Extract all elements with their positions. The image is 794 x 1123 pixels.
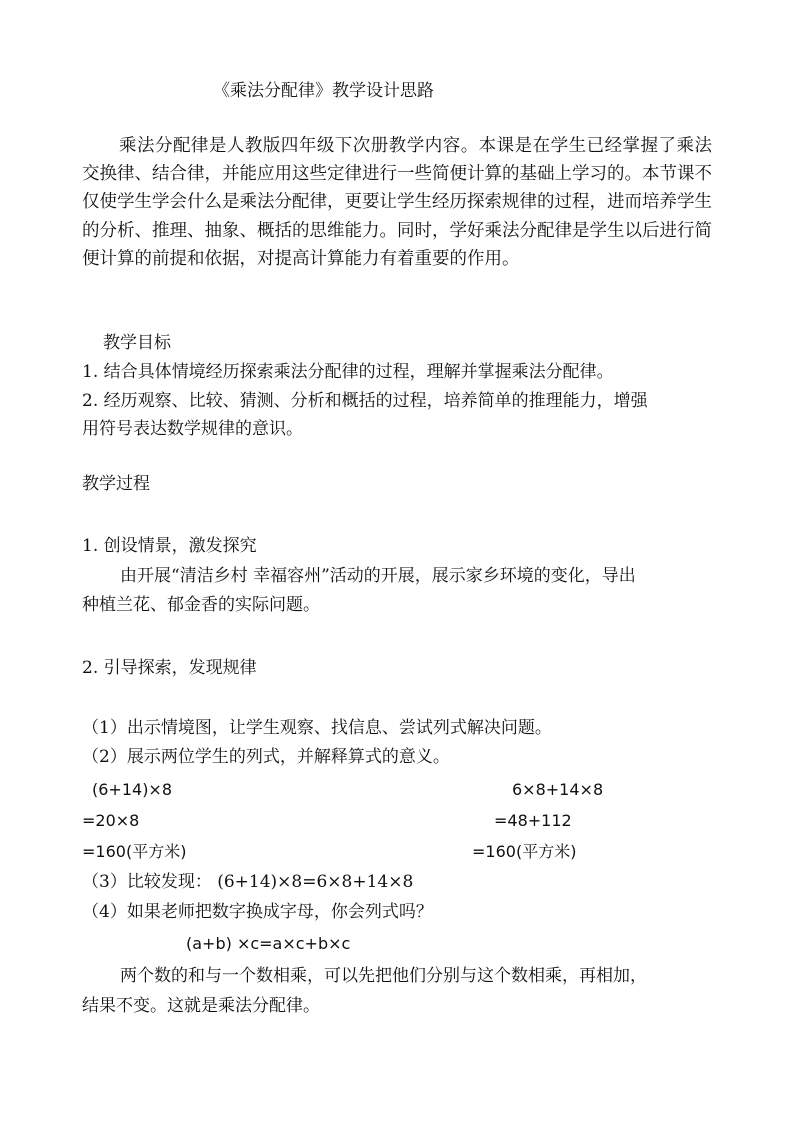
document-title: 《乘法分配律》教学设计思路 bbox=[213, 81, 434, 101]
step2-sub4: （4）如果老师把数字换成字母，你会列式吗？ bbox=[82, 902, 433, 922]
step1-heading: 1. 创设情景，激发探究 bbox=[82, 536, 257, 556]
step2-sub1: （1）出示情境图，让学生观察、找信息、尝试列式解决问题。 bbox=[82, 718, 552, 738]
formula: (a+b) ×c=a×c+b×c bbox=[186, 934, 351, 953]
conclusion-line-2: 结果不变。这就是乘法分配律。 bbox=[82, 996, 320, 1016]
goal-item-1: 1. 结合具体情境经历探索乘法分配律的过程，理解并掌握乘法分配律。 bbox=[82, 362, 614, 382]
step2-heading: 2. 引导探索，发现规律 bbox=[82, 658, 257, 678]
right-calc-line-1: 6×8+14×8 bbox=[512, 780, 604, 799]
process-heading: 教学过程 bbox=[82, 474, 150, 494]
intro-paragraph: 乘法分配律是人教版四年级下次册教学内容。本课是在学生已经掌握了乘法交换律、结合律，并能应用这些定律进行一些简便计算的基础上学习的。本节课不仅使学生学会什么是乘法分配律，更要让学生经历探索规律的过程，进而培养学生的分析、推理、抽象、概括的思维能力。同时，学好乘法分配律是学生以后进行简便计算的前提和依据，对提高计算能力有着重要的作用。 bbox=[82, 136, 712, 269]
step2-sub2: （2）展示两位学生的列式，并解释算式的意义。 bbox=[82, 747, 450, 767]
goals-heading: 教学目标 bbox=[103, 333, 171, 353]
step1-line-1: 由开展“清洁乡村 幸福容州”活动的开展，展示家乡环境的变化，导出 bbox=[120, 566, 636, 586]
right-calc-line-3: =160(平方米) bbox=[472, 842, 577, 861]
goal-item-2: 2. 经历观察、比较、猜测、分析和概括的过程，培养简单的推理能力，增强 bbox=[82, 391, 648, 411]
goal-item-2-continued: 用符号表达数学规律的意识。 bbox=[82, 419, 303, 439]
conclusion-line-1: 两个数的和与一个数相乘，可以先把他们分别与这个数相乘，再相加， bbox=[120, 966, 647, 986]
step2-sub3: （3）比较发现： (6+14)×8=6×8+14×8 bbox=[82, 872, 414, 892]
left-calc-line-2: =20×8 bbox=[82, 811, 140, 830]
right-calc-line-2: =48+112 bbox=[494, 811, 572, 830]
step1-line-2: 种植兰花、郁金香的实际问题。 bbox=[82, 595, 320, 615]
left-calc-line-1: (6+14)×8 bbox=[92, 780, 173, 799]
left-calc-line-3: =160(平方米) bbox=[82, 842, 187, 861]
